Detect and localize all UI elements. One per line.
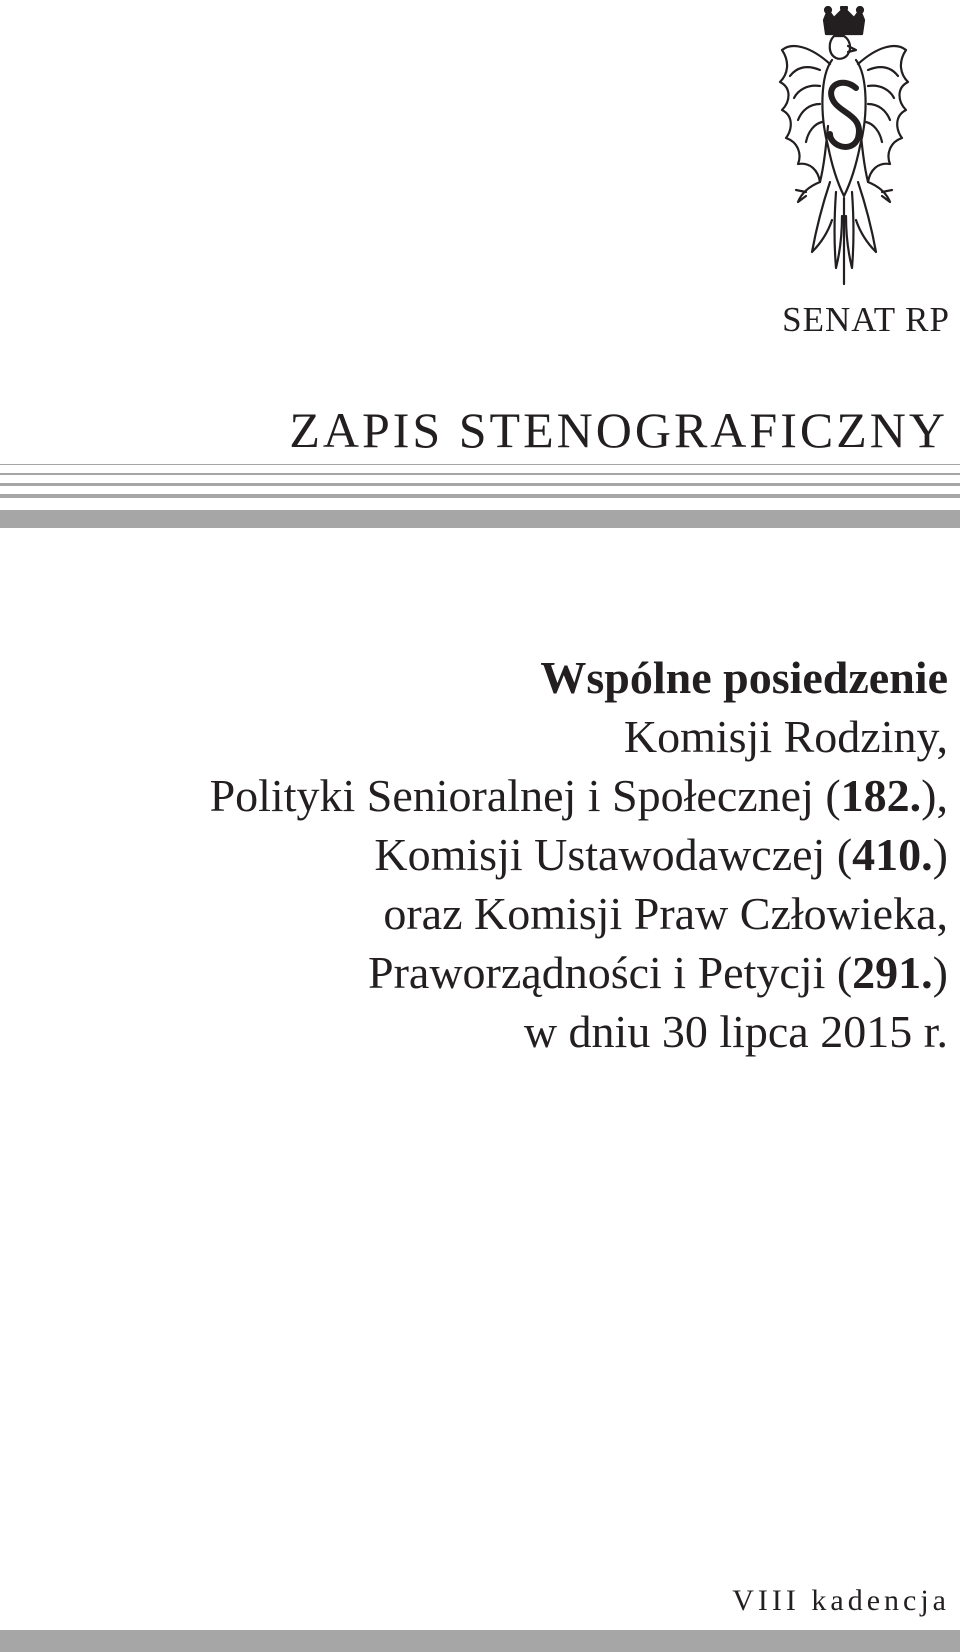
divider-rule — [0, 510, 960, 528]
divider-rule — [0, 464, 960, 465]
meeting-number: 291. — [852, 947, 933, 998]
meeting-number: 182. — [840, 770, 922, 821]
meeting-type: Wspólne posiedzenie — [540, 652, 948, 703]
committee-line: oraz Komisji Praw Człowieka, — [383, 888, 948, 939]
term-label: VIII kadencja — [732, 1584, 950, 1617]
divider-rule — [0, 494, 960, 498]
divider-rule — [0, 483, 960, 486]
committee-line: Polityki Senioralnej i Społecznej (182.), — [209, 770, 948, 821]
committee-line: Praworządności i Petycji (291.) — [368, 947, 948, 998]
meeting-number: 410. — [852, 829, 933, 880]
document-title: ZAPIS STENOGRAFICZNY — [289, 402, 948, 458]
meeting-date: w dniu 30 lipca 2015 r. — [523, 1006, 948, 1057]
meeting-heading — [8, 648, 948, 1061]
committee-line: Komisji Ustawodawczej (410.) — [374, 829, 948, 880]
footer-bar — [0, 1630, 960, 1652]
committee-line: Komisji Rodziny, — [623, 711, 948, 762]
senate-eagle-emblem-icon — [776, 6, 912, 288]
institution-name: SENAT RP — [782, 300, 950, 339]
divider-rule — [0, 473, 960, 475]
